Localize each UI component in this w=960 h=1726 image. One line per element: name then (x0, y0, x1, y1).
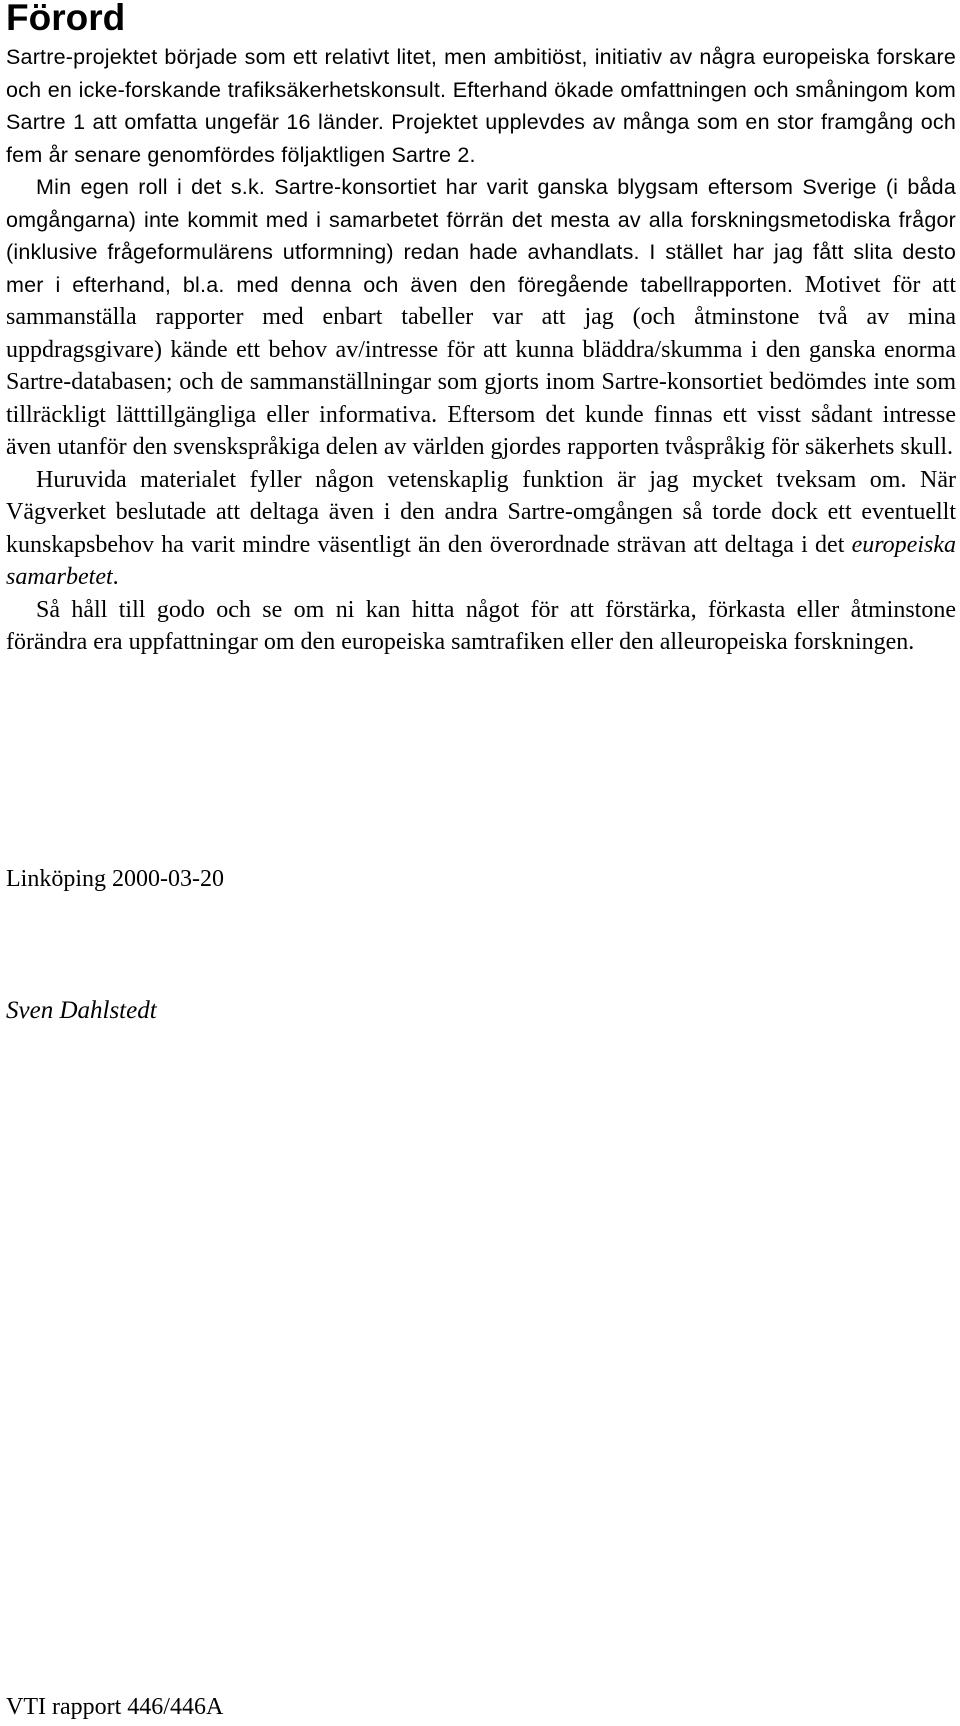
paragraph-closing: Så håll till godo och se om ni kan hitta något för att förstärka, förkasta eller åtminstone förändra era uppfattningar om den europeiska samtrafiken eller den alleuropeiska forskningen. (6, 596, 956, 655)
paragraph-role-serif-text: Motivet för att sammanställa rapporter med enbart tabeller var att jag (och åtminstone två av mina uppdragsgivare) kände ett behov av/intresse för att kunna bläddra/skumma i den ganska enorma Sartre-databasen; och de sammanställningar som gjorts inom Sartre-konsortiet bedömdes inte som tillräckligt lätttillgängliga eller informativa. Eftersom det kunde finnas ett visst sådant intresse även utanför den svenskspråkiga delen av världen gjordes rapporten tvåspråkig för säkerhets skull. (6, 271, 956, 460)
paragraph-intro: Sartre-projektet började som ett relativt litet, men ambitiöst, initiativ av några europeiska forskare och en icke-forskande trafiksäkerhetskonsult. Efterhand ökade omfattningen och småningom kom Sartre 1 att omfatta ungefär 16 länder. Projektet upplevdes av många som en stor framgång och fem år senare genomfördes följaktligen Sartre 2. (6, 45, 956, 167)
paragraph-scientific-value-text: Huruvida materialet fyller någon vetenskaplig funktion är jag mycket tveksam om. När Vägverket beslutade att deltaga även i den andra Sartre-omgången så torde dock ett eventuellt kunskapsbehov ha varit mindre väsentligt än den överordnade strävan att deltaga i det (6, 466, 956, 558)
paragraph-role-sans-text: Min egen roll i det s.k. Sartre-konsortiet har varit ganska blygsam eftersom Sverige (i båda omgångarna) inte kommit med i samarbetet förrän det mesta av alla forskningsmetodiska frågor (inklusive frågeformulärens utformning) redan hade avhandlats. I stället har jag fått slita desto mer i efterhand, bl.a. med denna och även den föregående tabellrapporten. (6, 175, 956, 297)
paragraph-scientific-value-end: . (112, 564, 119, 590)
paragraph-scientific-value (6, 464, 956, 594)
report-footer: VTI rapport 446/446A (6, 1694, 224, 1720)
place-and-date: Linköping 2000-03-20 (6, 866, 224, 892)
paragraph-role (6, 171, 956, 464)
emphasis-european-cooperation: europeiska samarbetet (6, 531, 956, 590)
author-signature: Sven Dahlstedt (6, 997, 157, 1024)
preface-body (6, 41, 956, 659)
page-title: Förord (6, 0, 126, 38)
